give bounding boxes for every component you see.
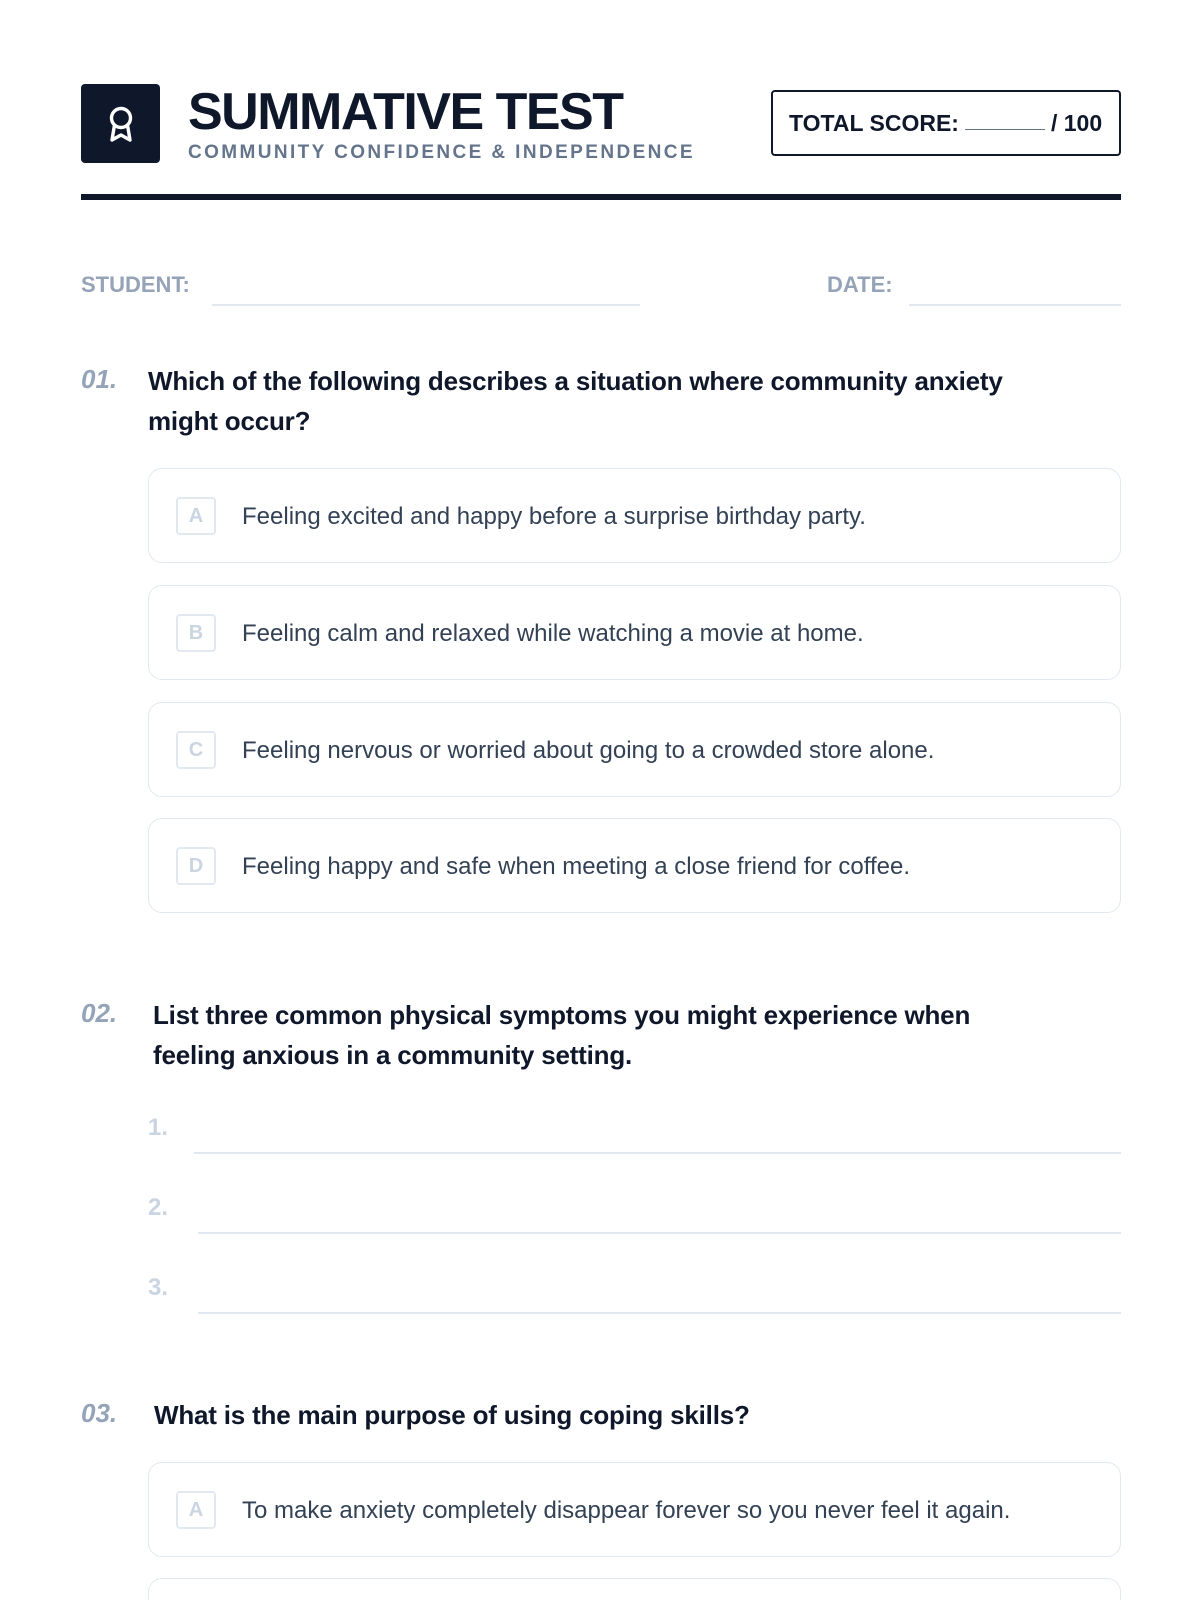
test-page <box>81 0 1121 1600</box>
answer-option-b[interactable] <box>148 1578 1121 1600</box>
student-label: STUDENT: <box>81 272 190 297</box>
score-total: / 100 <box>1050 109 1103 136</box>
option-letter-badge: B <box>176 614 216 652</box>
question-text-line: List three common physical symptoms you might experience when <box>153 1000 971 1030</box>
question-text-line: might occur? <box>148 406 311 436</box>
question-text-line: Which of the following describes a situation where community anxiety <box>148 366 1003 396</box>
student-name-field[interactable] <box>212 304 640 306</box>
option-text: Feeling happy and safe when meeting a close friend for coffee. <box>242 852 910 880</box>
question-text-line: What is the main purpose of using coping skills? <box>154 1400 750 1430</box>
answer-line-number: 3. <box>148 1274 169 1301</box>
option-text: To make anxiety completely disappear forever so you never feel it again. <box>242 1496 1011 1524</box>
logo <box>81 84 160 163</box>
date-label: DATE: <box>827 272 893 297</box>
question-text <box>154 1395 750 1435</box>
answer-option-b[interactable] <box>148 585 1121 680</box>
option-letter-badge: C <box>176 731 216 769</box>
option-letter-badge: A <box>176 1491 216 1529</box>
question-text <box>148 361 1003 441</box>
answer-line-number: 2. <box>148 1194 169 1221</box>
question-number: 01. <box>81 364 118 394</box>
answer-option-c[interactable] <box>148 702 1121 797</box>
option-text: Feeling calm and relaxed while watching a movie at home. <box>242 619 864 647</box>
award-ribbon-icon <box>99 102 143 146</box>
header-divider <box>81 194 1121 200</box>
answer-line[interactable] <box>198 1232 1121 1234</box>
date-field[interactable] <box>909 304 1121 306</box>
page-title: SUMMATIVE TEST <box>188 83 623 141</box>
question-text <box>153 995 970 1075</box>
answer-line[interactable] <box>198 1312 1121 1314</box>
option-text: Feeling nervous or worried about going to a crowded store alone. <box>242 736 935 764</box>
answer-option-d[interactable] <box>148 818 1121 913</box>
answer-line[interactable] <box>194 1152 1121 1154</box>
option-letter-badge: D <box>176 847 216 885</box>
test-header <box>81 84 1121 200</box>
score-label: TOTAL SCORE: <box>789 109 959 136</box>
question-number: 03. <box>81 1398 118 1428</box>
answer-option-a[interactable] <box>148 1462 1121 1557</box>
total-score-box <box>771 90 1121 156</box>
score-blank[interactable] <box>965 116 1045 130</box>
question-text-line: feeling anxious in a community setting. <box>153 1040 633 1070</box>
option-text: Feeling excited and happy before a surprise birthday party. <box>242 502 866 530</box>
option-letter-badge: A <box>176 497 216 535</box>
question-number: 02. <box>81 998 118 1028</box>
answer-option-a[interactable] <box>148 468 1121 563</box>
page-subtitle: COMMUNITY CONFIDENCE & INDEPENDENCE <box>188 142 695 163</box>
answer-line-number: 1. <box>148 1114 169 1141</box>
